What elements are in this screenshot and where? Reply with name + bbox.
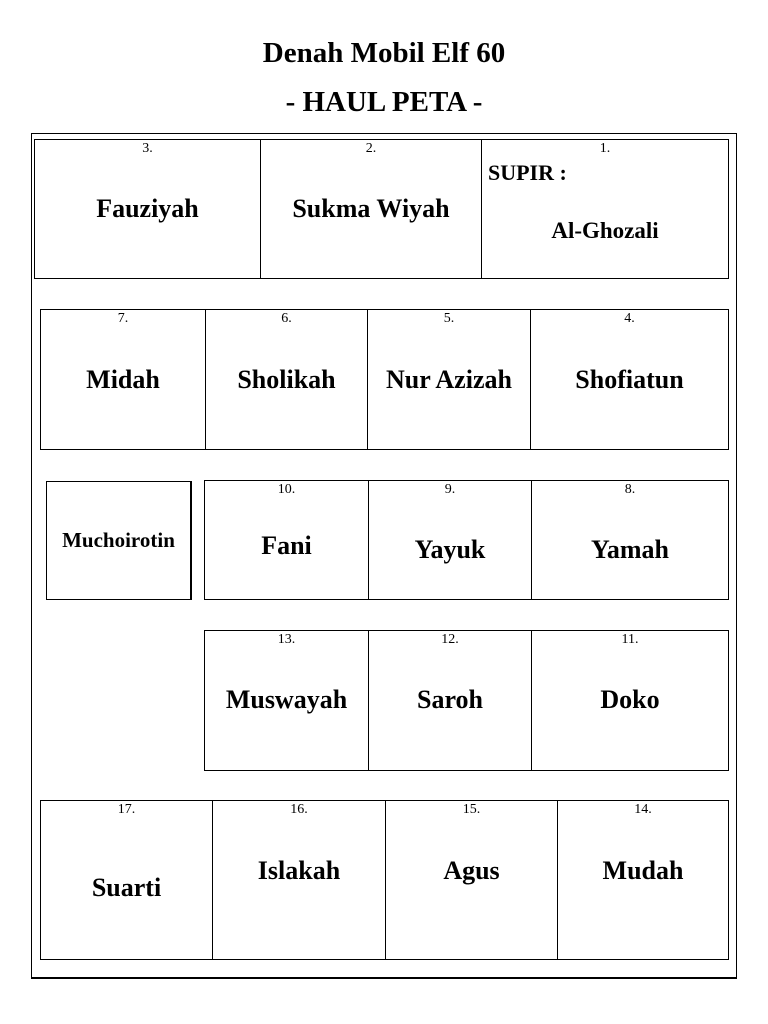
seat-12 xyxy=(368,630,532,771)
seat-16 xyxy=(212,800,386,960)
seat-number: 14. xyxy=(634,802,652,817)
seat-17 xyxy=(40,800,213,960)
seat-14 xyxy=(557,800,729,960)
seat-11 xyxy=(531,630,729,771)
seat-name: Islakah xyxy=(257,856,341,885)
seat-name: Sholikah xyxy=(237,365,336,394)
seat-3 xyxy=(34,139,261,279)
seat-number: 7. xyxy=(117,311,129,326)
seat-number: 9. xyxy=(444,482,456,497)
seat-13 xyxy=(204,630,369,771)
seat-9 xyxy=(368,480,532,600)
seat-number: 11. xyxy=(621,632,639,647)
seat-name: Suarti xyxy=(91,873,162,902)
seat-15 xyxy=(385,800,558,960)
seat-extra xyxy=(46,481,192,600)
seat-number: 3. xyxy=(142,141,153,156)
page-subtitle: - HAUL PETA - xyxy=(285,86,483,118)
seat-name: Nur Azizah xyxy=(386,365,512,394)
seat-number: 12. xyxy=(441,632,459,647)
seat-name: Agus xyxy=(443,856,500,885)
seat-10 xyxy=(204,480,369,600)
seat-5 xyxy=(367,309,531,450)
seat-name: Shofiatun xyxy=(575,365,684,394)
seat-2 xyxy=(260,139,482,279)
seat-name: Yayuk xyxy=(414,535,486,564)
seat-number: 17. xyxy=(117,802,136,817)
seat-name: Saroh xyxy=(417,685,483,714)
seat-number: 6. xyxy=(281,311,292,326)
seat-number: 16. xyxy=(290,802,308,817)
seat-number: 4. xyxy=(624,311,635,326)
seat-number: 2. xyxy=(365,141,377,156)
page-title: Denah Mobil Elf 60 xyxy=(262,37,506,69)
seat-7 xyxy=(40,309,206,450)
seat-6 xyxy=(205,309,368,450)
seat-number: 15. xyxy=(462,802,481,817)
seat-number: 8. xyxy=(624,482,636,497)
driver-label: SUPIR : xyxy=(488,160,567,185)
seat-4 xyxy=(530,309,729,450)
seat-1-driver xyxy=(481,139,729,279)
seat-name: Doko xyxy=(600,685,660,714)
seat-name: Fauziyah xyxy=(96,194,199,223)
seat-number: 1. xyxy=(599,141,611,156)
seat-name: Midah xyxy=(86,365,160,394)
driver-name: Al-Ghozali xyxy=(551,218,659,243)
seat-name: Muswayah xyxy=(225,685,348,714)
seat-8 xyxy=(531,480,729,600)
seat-number: 5. xyxy=(443,311,455,326)
seat-name: Fani xyxy=(261,531,312,560)
seat-number: 13. xyxy=(277,632,296,647)
seat-name: Yamah xyxy=(590,535,669,564)
seat-number: 10. xyxy=(277,482,296,497)
seat-name: Sukma Wiyah xyxy=(292,194,450,223)
seat-name: Muchoirotin xyxy=(62,528,175,552)
seat-name: Mudah xyxy=(602,856,684,885)
